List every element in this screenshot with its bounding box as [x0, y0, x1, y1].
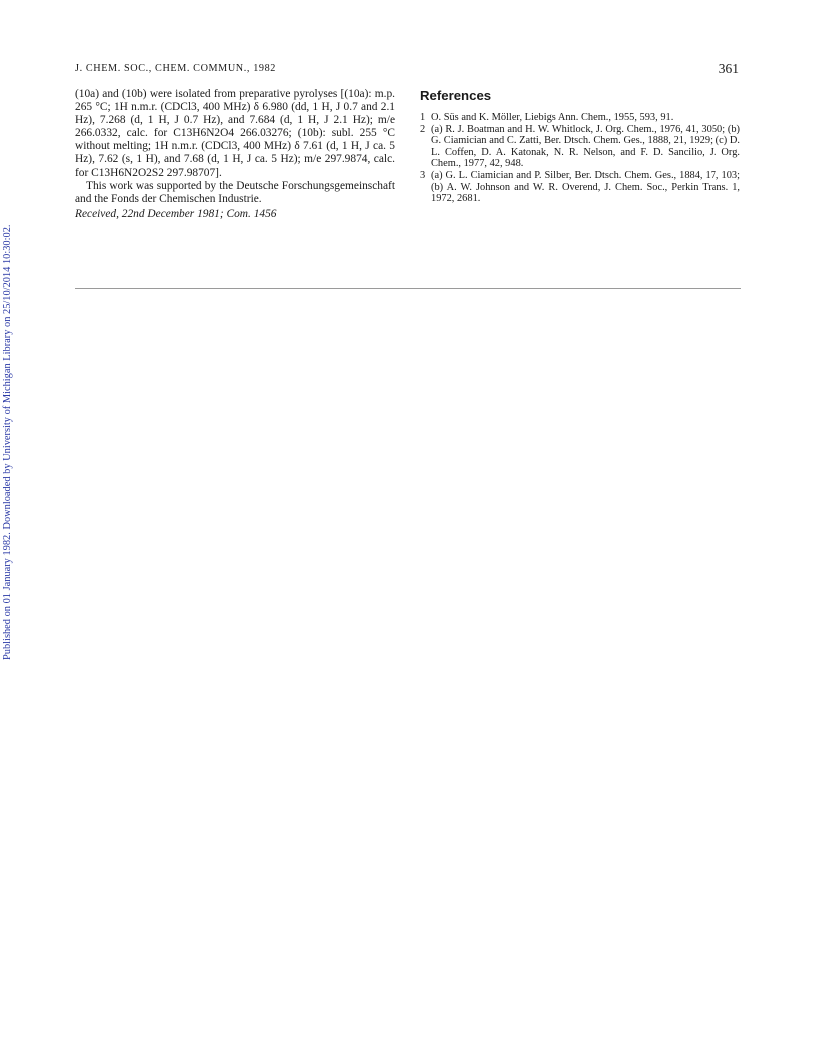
body-column	[75, 88, 395, 221]
received-date: Received, 22nd December 1981; Com. 1456	[75, 207, 277, 220]
reference-item	[420, 170, 740, 205]
download-watermark: Published on 01 January 1982. Downloaded by University of Michigan Library on 25/10/2014 10:30:02.	[2, 224, 13, 660]
reference-text: (a) G. L. Ciamician and P. Silber, Ber. Dtsch. Chem. Ges., 1884, 17, 103; (b) A. W. Johnson and W. R. Overend, J. Chem. Soc., Perkin Trans. 1, 1972, 2681.	[431, 169, 740, 205]
reference-item	[420, 112, 740, 124]
end-rule	[75, 288, 741, 289]
page-number: 361	[718, 61, 739, 76]
reference-item	[420, 124, 740, 170]
experimental-paragraph: (10a) and (10b) were isolated from preparative pyrolyses [(10a): m.p. 265 °C; 1H n.m.r. (CDCl3, 400 MHz) δ 6.980 (dd, 1 H, J 0.7 and 2.1 Hz), 7.268 (d, 1 H, J 0.7 Hz), and 7.684 (d, 1 H, J 2.1 Hz); m/e 266.0332, calc. for C13H6N2O4 266.03276; (10b): subl. 255 °C without melting; 1H n.m.r. (CDCl3, 400 MHz) δ 7.61 (d, 1 H, J ca. 5 Hz), 7.62 (s, 1 H), and 7.68 (d, 1 H, J ca. 5 Hz); m/e 297.9874, calc. for C13H6N2O2S2 297.98707].	[75, 88, 395, 179]
running-head: J. CHEM. SOC., CHEM. COMMUN., 1982	[75, 63, 276, 74]
reference-number: 3	[420, 169, 426, 181]
references-heading: References	[420, 88, 492, 103]
reference-text: O. Süs and K. Möller, Liebigs Ann. Chem., 1955, 593, 91.	[431, 112, 674, 123]
acknowledgement: This work was supported by the Deutsche Forschungsgemeinschaft and the Fonds der Chemischen Industrie.	[75, 179, 395, 205]
references-column	[420, 88, 740, 205]
reference-list	[420, 112, 740, 205]
reference-number: 1	[420, 112, 426, 123]
reference-number: 2	[420, 123, 426, 135]
reference-text: (a) R. J. Boatman and H. W. Whitlock, J. Org. Chem., 1976, 41, 3050; (b) G. Ciamician and C. Zatti, Ber. Dtsch. Chem. Ges., 1888, 21, 1929; (c) D. L. Coffen, D. A. Katonak, N. R. Nelson, and F. D. Sancilio, J. Org. Chem., 1977, 42, 948.	[431, 123, 740, 170]
